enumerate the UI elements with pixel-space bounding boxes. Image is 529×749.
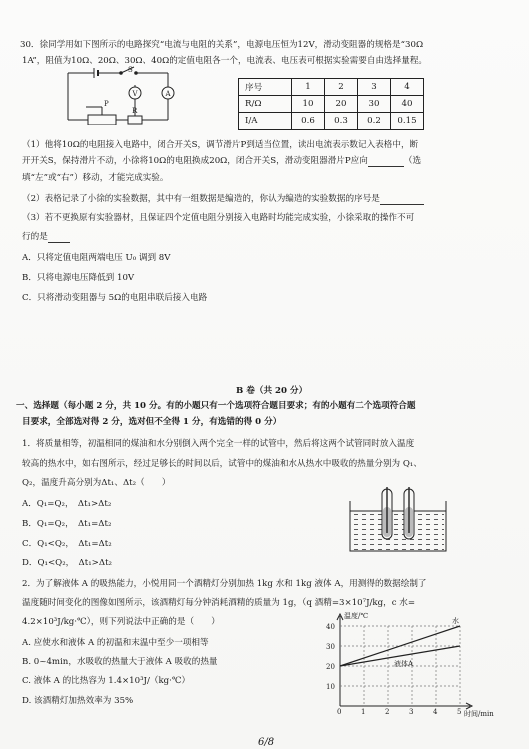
graph-y-label: 温度/℃ bbox=[344, 612, 369, 620]
data-table bbox=[238, 78, 424, 130]
q1-line1: 1．将质量相等，初温相同的煤油和水分别倒入两个完全一样的试管中，然后将这两个试管同时放入温度 bbox=[22, 439, 415, 449]
section-b-instructions-2: 目要求，全部选对得 2 分，选对但不全得 1 分，有选错的得 0 分） bbox=[22, 417, 282, 427]
q30-option-b: B．只将电源电压降低到 10V bbox=[22, 273, 135, 283]
q2-line2: 温度随时间变化的图像如图所示，该酒精灯每分钟消耗酒精的质量为 1g，（q 酒精=3×10⁷J/kg，c 水= bbox=[22, 598, 416, 608]
q30-part1-line3: 填“左”或“右”）移动，才能完成实验。 bbox=[22, 173, 169, 183]
page-number: 6/8 bbox=[258, 737, 275, 748]
temperature-graph bbox=[318, 610, 498, 718]
answer-blank[interactable] bbox=[380, 195, 424, 205]
y-tick: 20 bbox=[326, 663, 335, 671]
q1-option-b: B．Q₁=Q₂， Δt₁=Δt₂ bbox=[22, 519, 112, 529]
answer-blank[interactable] bbox=[48, 233, 70, 243]
q30-line1: 30．徐同学用如下图所示的电路探究“电流与电阻的关系”，电源电压恒为12V，滑动变阻器的规格是“30Ω bbox=[20, 40, 424, 50]
q1-option-d: D．Q₁<Q₂， Δt₁>Δt₂ bbox=[22, 558, 112, 568]
q30-part3-line2: 行的是 bbox=[22, 231, 70, 243]
section-b-title: B 卷（共 20 分） bbox=[236, 386, 308, 396]
q30-option-a: A．只将定值电阻两端电压 U₀ 调到 8V bbox=[22, 253, 171, 263]
q30-part2: （2）表格记录了小徐的实验数据，其中有一组数据是编造的，你认为编造的实验数据的序号是 bbox=[22, 193, 424, 205]
q30-option-c: C．只将滑动变阻器与 5Ω的电阻串联后接入电路 bbox=[22, 293, 208, 303]
q2-option-c: C. 液体 A 的比热容为 1.4×10³J/（kg·℃） bbox=[22, 676, 191, 686]
y-tick: 40 bbox=[326, 623, 335, 631]
x-tick: 2 bbox=[385, 708, 390, 716]
q30-part1-line1: （1）他将10Ω的电阻接入电路中，闭合开关S，调节滑片P到适当位置，读出电流表示数记入表格中，断 bbox=[22, 140, 419, 150]
slider-label: P bbox=[104, 100, 109, 108]
q1-line2: 较高的热水中，如右图所示，经过足够长的时间以后，试管中的煤油和水从热水中吸收的热量分别为 Q₁、 bbox=[22, 459, 422, 469]
ammeter-label: A bbox=[165, 90, 171, 98]
q2-option-d: D. 该酒精灯加热效率为 35% bbox=[22, 696, 134, 706]
resistor-label: R bbox=[132, 107, 138, 115]
y-tick: 30 bbox=[326, 643, 335, 651]
x-tick: 4 bbox=[433, 708, 438, 716]
switch-label: S bbox=[128, 66, 133, 74]
x-tick: 1 bbox=[361, 708, 366, 716]
circuit-diagram bbox=[58, 65, 208, 125]
table-row: R/Ω 10 20 30 40 bbox=[239, 96, 424, 113]
answer-blank[interactable] bbox=[368, 157, 404, 167]
q30-part1-line2: 开开关S，保持滑片不动，小徐将10Ω的电阻换成20Ω，闭合开关S，滑动变阻器滑片P应向 （选 bbox=[22, 156, 422, 166]
q30-part3-line1: （3）若不更换原有实验器材，且保证四个定值电阻分别接入电路时均能完成实验，小徐采取的操作不可 bbox=[22, 213, 415, 223]
x-tick: 5 bbox=[457, 708, 462, 716]
voltmeter-label: V bbox=[132, 90, 138, 98]
y-tick: 10 bbox=[326, 683, 335, 691]
q1-line3: Q₂，温度升高分别为Δt₁、Δt₂（ ） bbox=[22, 478, 171, 488]
series-water-label: 水 bbox=[452, 617, 459, 625]
table-row: I/A 0.6 0.3 0.2 0.15 bbox=[239, 113, 424, 130]
q2-line3: 4.2×10³J/kg·℃），则下列说法中正确的是（ ） bbox=[22, 617, 220, 627]
graph-x-label: 时间/min bbox=[464, 710, 494, 718]
table-row: 序号 1 2 3 4 bbox=[239, 79, 424, 96]
series-liquid-label: 液体A bbox=[394, 660, 414, 668]
q2-option-b: B. 0~4min，水吸收的热量大于液体 A 吸收的热量 bbox=[22, 657, 218, 667]
q2-option-a: A. 应使水和液体 A 的初温和末温中至少一项相等 bbox=[22, 638, 209, 648]
x-tick: 3 bbox=[409, 708, 414, 716]
q2-line1: 2．为了解液体 A 的吸热能力，小悦用同一个酒精灯分别加热 1kg 水和 1kg 液体 A，用测得的数据绘制了 bbox=[22, 579, 427, 589]
x-tick: 0 bbox=[337, 708, 342, 716]
q1-option-c: C．Q₁<Q₂， Δt₁=Δt₂ bbox=[22, 539, 112, 549]
section-b-instructions-1: 一、选择题（每小题 2 分，共 10 分。有的小题只有一个选项符合题目要求；有的小题有二个选项符合题 bbox=[16, 401, 416, 411]
q30-line2: 1A”，阻值为10Ω、20Ω、30Ω、40Ω的定值电阻各一个，电流表、电压表可根据实验需要自由选择量程。 bbox=[22, 56, 428, 66]
beaker-figure bbox=[346, 487, 456, 555]
q1-option-a: A．Q₁=Q₂， Δt₁>Δt₂ bbox=[22, 499, 112, 509]
